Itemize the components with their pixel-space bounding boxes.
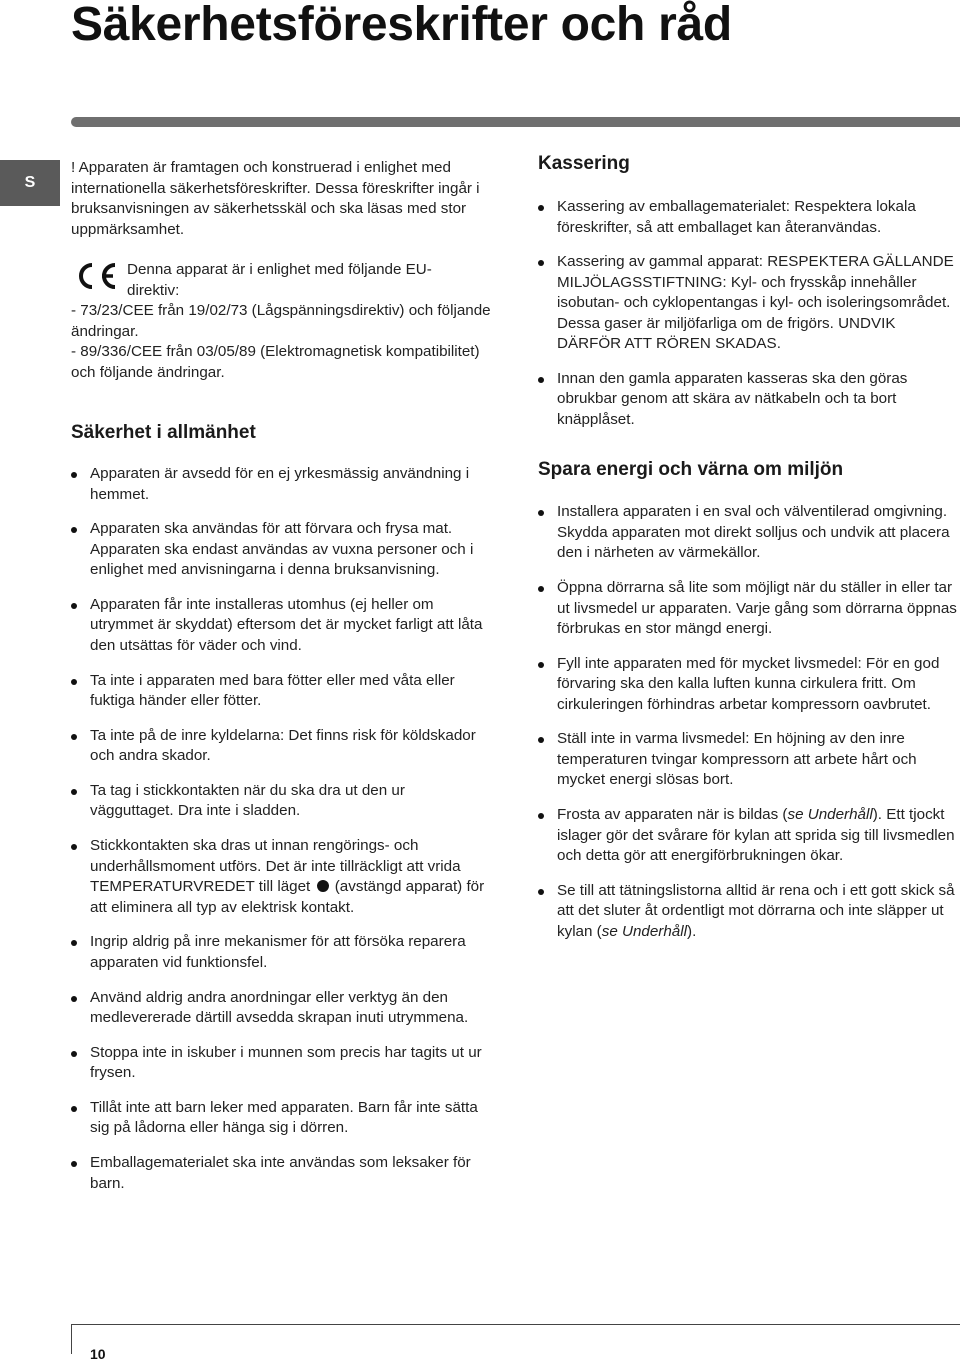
maintenance-reference: se Underhåll — [601, 922, 688, 940]
list-item: Öppna dörrarna så lite som möjligt när du ställer in eller tar ut livsmedel ur apparaten. Varje gång som dörrarna öppnas förbrukas en stor mängd energi. — [538, 578, 960, 640]
list-item: Ingrip aldrig på inre mekanismer för att försöka reparera apparaten vid funktionsfel. — [71, 932, 491, 973]
list-item — [538, 805, 960, 867]
list-item: Innan den gamla apparaten kasseras ska den göras obrukbar genom att skära av nätkabeln och ta bort knäpplåset. — [538, 369, 960, 431]
list-item: Apparaten ska användas för att förvara och frysa mat. Apparaten ska endast användas av vuxna personer och i enlighet med anvisningarna i denna bruksanvisning. — [71, 519, 491, 581]
ce-block — [71, 260, 491, 383]
ce-directive: - 73/23/CEE från 19/02/73 (Lågspänningsdirektiv) och följande ändringar. — [71, 302, 491, 340]
list-item — [71, 836, 491, 918]
list-item: Tillåt inte att barn leker med apparaten. Barn får inte sätta sig på lådorna eller hänga sig i dörren. — [71, 1098, 491, 1139]
page-number: 10 — [90, 1346, 106, 1362]
ce-directive: - 89/336/CEE från 03/05/89 (Elektromagnetisk kompatibilitet) och följande ändringar. — [71, 343, 480, 381]
list-item: Installera apparaten i en sval och välventilerad omgivning. Skydda apparaten mot direkt solljus och undvik att placera den i närheten av värmekällor. — [538, 502, 960, 564]
list-item: Emballagematerialet ska inte användas som leksaker för barn. — [71, 1153, 491, 1194]
seal-text-before: Se till att tätningslistorna alltid är rena och i ett gott skick så att det sluter åt ordentligt mot dörrarna och inte släpper ut kylan ( — [557, 881, 955, 940]
list-item: Ställ inte in varma livsmedel: En höjning av den inre temperaturen tvingar kompressorn att arbete hårt och mycket energi slösas bort. — [538, 729, 960, 791]
plug-text-before: Stickkontakten ska dras ut innan rengörings- och underhållsmoment utförs. Det är inte tillräckligt att vrida TEMPERATURVREDET till läget — [90, 837, 461, 896]
list-item: Kassering av gammal apparat: RESPEKTERA GÄLLANDE MILJÖLAGSSTIFTNING: Kyl- och frysskåp innehåller isobutan- och cyklopentangas i kyl- och isoleringsområdet. Dessa gaser är miljöfarliga om de frigörs. UNDVIK DÄRFÖR ATT RÖREN SKADAS. — [538, 252, 960, 355]
disposal-list — [538, 197, 960, 430]
page-title: Säkerhetsföreskrifter och råd — [71, 0, 732, 51]
right-column — [538, 152, 960, 957]
plug-text-after: (avstängd apparat) för att eliminera all typ av elektrisk kontakt. — [90, 878, 485, 916]
ce-statement-cont: direktiv: — [127, 281, 180, 299]
safety-heading: Säkerhet i allmänhet — [71, 422, 256, 443]
list-item: Apparaten får inte installeras utomhus (ej heller om utrymmet är skyddat) eftersom det är mycket farligt att låta den utsättas för väder och vind. — [71, 595, 491, 657]
list-item: Apparaten är avsedd för en ej yrkesmässig användning i hemmet. — [71, 464, 491, 505]
list-item: Fyll inte apparaten med för mycket livsmedel: För en god förvaring ska den kalla luften kunna cirkulera fritt. Om cirkuleringen förhindras arbetar kompressorn oavbrutet. — [538, 654, 960, 716]
frost-text-after: ). Ett tjockt islager gör det svårare för kylan att sprida sig till livsmedlen och detta gör att energiförbrukningen ökar. — [557, 806, 955, 865]
footer-tick — [71, 1324, 72, 1354]
language-tab: S — [0, 160, 60, 206]
energy-list — [538, 502, 960, 942]
list-item: Kassering av emballagematerialet: Respektera lokala föreskrifter, så att emballaget kan återanvändas. — [538, 197, 960, 238]
list-item — [538, 881, 960, 943]
energy-heading: Spara energi och värna om miljön — [538, 459, 844, 481]
list-item: Använd aldrig andra anordningar eller verktyg än den medlevererade därtill avsedda skrapan inuti utrymmena. — [71, 988, 491, 1029]
left-column — [71, 158, 491, 1208]
header-rule — [71, 117, 960, 127]
ce-statement: Denna apparat är i enlighet med följande EU- — [127, 261, 432, 278]
footer-rule — [71, 1324, 960, 1325]
maintenance-reference: se Underhåll — [787, 806, 873, 824]
list-item: Ta inte i apparaten med bara fötter eller med våta eller fuktiga händer eller fötter. — [71, 671, 491, 712]
list-item: Ta tag i stickkontakten när du ska dra ut den ur vägguttaget. Dra inte i sladden. — [71, 781, 491, 822]
list-item: Stoppa inte in iskuber i munnen som precis har tagits ut ur frysen. — [71, 1043, 491, 1084]
ce-mark-icon — [71, 262, 119, 290]
intro-paragraph: ! Apparaten är framtagen och konstruerad i enlighet med internationella säkerhetsföreskrifter. Dessa föreskrifter ingår i bruksanvisningen av säkerhetsskäl och ska läsas med stor uppmärksamhet. — [71, 159, 480, 238]
seal-text-after: ). — [687, 922, 697, 940]
frost-text-before: Frosta av apparaten när is bildas ( — [557, 806, 788, 824]
list-item: Ta inte på de inre kyldelarna: Det finns risk för köldskador och andra skador. — [71, 726, 491, 767]
off-position-icon — [317, 880, 329, 892]
disposal-heading: Kassering — [538, 153, 630, 174]
safety-list — [71, 464, 491, 1194]
